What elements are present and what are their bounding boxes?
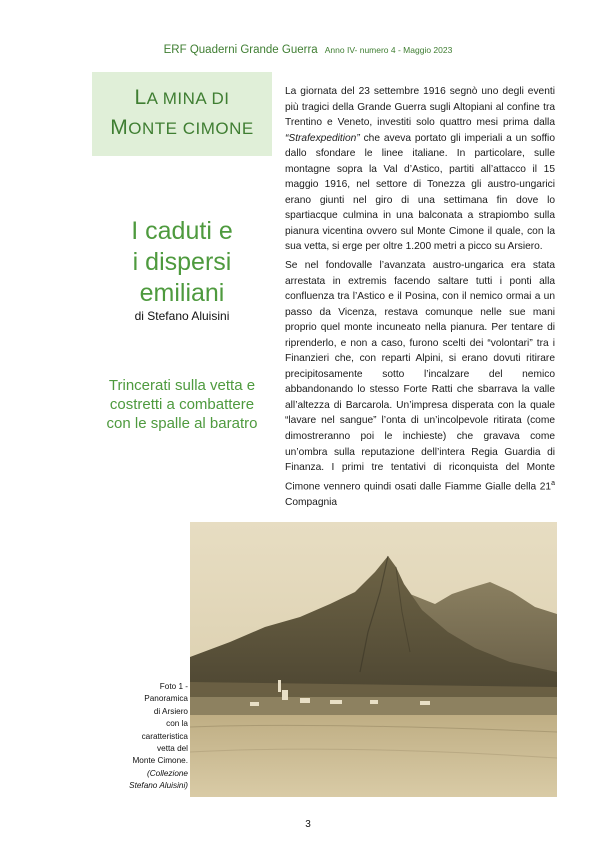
subtitle-line-1: I caduti e	[131, 217, 233, 245]
subtitle-line-2: i dispersi	[132, 248, 232, 276]
title-line-1	[92, 86, 272, 110]
paragraph-1	[285, 84, 555, 255]
caption-line-6: vetta del	[157, 744, 188, 754]
title-box	[92, 72, 272, 156]
photo-foreground-field	[190, 715, 557, 797]
caption-credit-1: (Collezione	[147, 768, 188, 778]
arsiero-panorama-photo	[190, 522, 557, 797]
title-line-2-cap: M	[110, 116, 129, 139]
title-line-1-cap: L	[134, 86, 147, 109]
author-byline: di Stefano Aluisini	[134, 309, 230, 323]
caption-line-1: Foto 1 -	[159, 682, 188, 691]
paragraph-2-text-b: Compagnia	[285, 496, 338, 508]
caption-line-4: con la	[166, 719, 188, 729]
caption-credit-2: Stefano Aluisini)	[129, 781, 188, 791]
photo-town-band	[190, 697, 557, 715]
tagline	[84, 376, 280, 433]
tagline-line-2: costretti a combattere	[109, 396, 255, 413]
tagline-line-3: con le spalle al baratro	[106, 415, 258, 432]
paragraph-1-text-b: che aveva portato gli imperiali a un soffio dallo sfondare le linee italiane. In particolare, sulle montagne sopra la Val d’Astico, partiti all’attacco il 15 maggio 1916, nel settore di Tonezza gli austro-ungarici erano giunti nel giro di una settimana fin dove lo spartiacque culmina in una balconata a strapiombo sulla pianura vicentina ovvero sul Monte Cimone il quale, con la sua vetta, si erge per oltre 1.200 metri a picco su Arsiero.	[285, 132, 555, 253]
caption-line-5: caratteristica	[141, 731, 188, 741]
tagline-line-1: Trincerati sulla vetta e	[108, 377, 256, 394]
page-number: 3	[305, 819, 311, 830]
paragraph-1-text-a: La giornata del 23 settembre 1916 segnò uno degli eventi più tragici della Grande Guerra sugli Altopiani al confine tra Trentino e Veneto, investiti solo quattro mesi prima dalla	[285, 86, 555, 129]
running-header	[0, 44, 616, 56]
subtitle	[92, 216, 272, 309]
caption-line-2: Panoramica	[144, 694, 188, 704]
paragraph-2	[285, 258, 555, 510]
title-line-2-rest: ONTE CIMONE	[128, 119, 254, 138]
caption-line-3: di Arsiero	[153, 706, 188, 716]
paragraph-1-italic: “Strafexpedition”	[285, 132, 360, 144]
photo-caption	[110, 681, 188, 793]
title-line-2	[92, 116, 272, 140]
article-body	[285, 84, 555, 513]
subtitle-line-3: emiliani	[139, 279, 225, 307]
issue-info: Anno IV- numero 4 - Maggio 2023	[324, 45, 453, 55]
title-line-1-rest: A MINA DI	[146, 89, 230, 108]
paragraph-2-text-a: Se nel fondovalle l’avanzata austro-ungarica era stata arrestata in extremis facendo saltare tutti i ponti alla confluenza tra l’Astico e il Posina, con il nemico ormai a un passo da Vicenza, restava comunque nelle sue mani proprio quel monte incuneato nella pianura. Per tentare di riprenderlo, e non a caso, furono scelti dei “volontari” tra i Finanzieri che, con reparti Alpini, si erano dovuti ritirare precipitosamente sotto l’incalzare del nemico abbandonando lo stesso Forte Ratti che sbarrava la valle all’altezza di Barcarola. Un’impresa disperata con la quale “lavare nel sangue” l’onta di un’incolpevole ritirata (come dimostreranno poi le inchieste) che gravava come un’ombra sulla reputazione dell’intera Regia Guardia di Finanza. I primi tre tentativi di riconquista del Monte Cimone vennero quindi osati dalle Fiamme Gialle della 21	[285, 260, 555, 493]
caption-line-7: Monte Cimone.	[132, 756, 188, 766]
paragraph-2-superscript: a	[551, 479, 555, 487]
magazine-name: ERF Quaderni Grande Guerra	[163, 44, 318, 56]
